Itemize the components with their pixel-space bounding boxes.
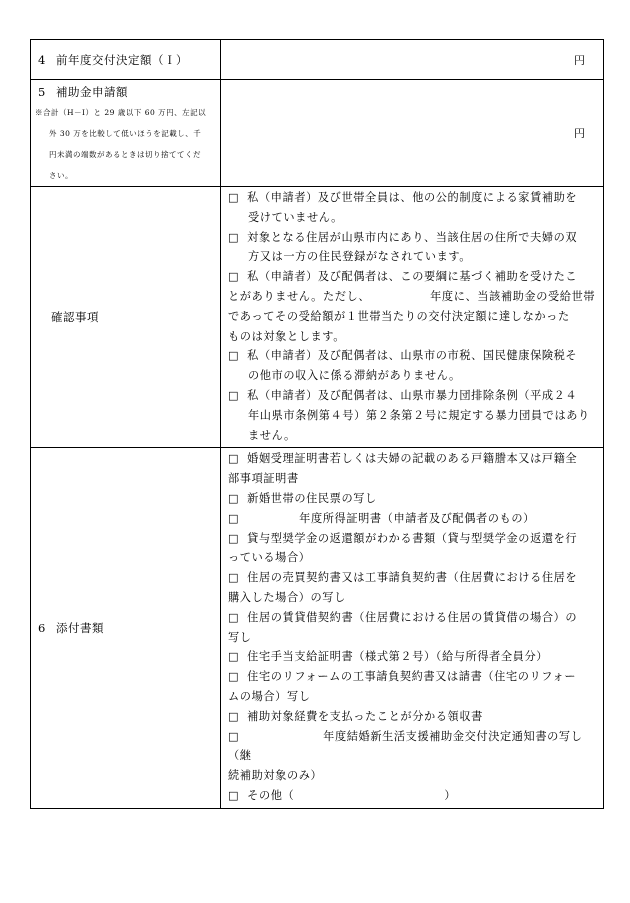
checkbox-icon[interactable]: □ xyxy=(228,531,240,545)
attachment-item-text: っている場合） xyxy=(228,551,311,565)
confirmation-item xyxy=(228,386,597,445)
checkbox-icon[interactable]: □ xyxy=(228,571,240,585)
attachment-item-text: 写し xyxy=(228,630,252,644)
confirmation-label: 確認事項 xyxy=(51,310,99,325)
application-note-line-1: ※合計（H－I）と 29 歳以下 60 万円、左記以 xyxy=(35,108,207,117)
attachment-item xyxy=(228,509,597,529)
attachment-item-text: 新婚世帯の住民票の写し xyxy=(247,491,377,505)
checkbox-icon[interactable]: □ xyxy=(228,650,240,664)
attachment-item xyxy=(228,568,597,608)
attachments-label: 添付書類 xyxy=(56,621,104,636)
confirmation-list xyxy=(221,187,603,447)
attachments-items-cell xyxy=(221,448,604,808)
attachment-item-text: 貸与型奨学金の返還額がわかる書類（貸与型奨学金の返還を行 xyxy=(247,531,578,545)
application-note xyxy=(35,102,220,186)
attachment-item-text: 補助対象経費を支払ったことが分かる領収書 xyxy=(247,709,483,723)
attachments-label-cell xyxy=(31,448,221,808)
attachment-item xyxy=(228,529,597,569)
attachment-item-text: 続補助対象のみ） xyxy=(228,769,323,783)
application-number: 5 xyxy=(38,85,46,99)
attachment-item xyxy=(228,707,597,727)
confirmation-item-text: 年度に、当該補助金の受給世帯 xyxy=(430,289,596,303)
attachment-item-text: ） xyxy=(444,788,457,802)
row-confirmation xyxy=(31,187,604,448)
row-application-amount xyxy=(31,80,604,187)
checkbox-icon[interactable]: □ xyxy=(228,729,240,743)
confirmation-item-text: 私（申請者）及び配偶者は、この要綱に基づく補助を受けたこ xyxy=(247,270,578,284)
attachment-item-text: 住居の賃貸借契約書（住居費における住居の賃貸借の場合）の xyxy=(247,610,578,624)
prev-decision-label-cell xyxy=(31,40,221,80)
confirmation-item-text: ません。 xyxy=(248,428,296,442)
confirmation-item xyxy=(228,267,597,346)
confirmation-item-text: とがありません。ただし、 xyxy=(228,289,371,303)
confirmation-items-cell xyxy=(221,187,604,448)
attachment-item-text: 住宅手当支給証明書（様式第２号）（給与所得者全員分） xyxy=(247,650,549,664)
attachment-item-text: 住宅のリフォームの工事請負契約書又は請書（住宅のリフォー xyxy=(247,670,577,684)
attachment-item-text: 年度所得証明書（申請者及び配偶者のもの） xyxy=(299,511,535,525)
checkbox-icon[interactable]: □ xyxy=(228,709,240,723)
row-attachments xyxy=(31,448,604,808)
application-form-table xyxy=(30,39,604,809)
application-note-line-3: 円未満の端数があるときは切り捨ててくだ xyxy=(49,150,201,159)
confirmation-item xyxy=(228,228,597,268)
row-prev-decision xyxy=(31,40,604,80)
prev-decision-amount-field[interactable] xyxy=(221,40,604,80)
confirmation-item xyxy=(228,346,597,386)
attachment-item xyxy=(228,667,597,707)
checkbox-icon[interactable]: □ xyxy=(228,610,240,624)
confirmation-item-text: 私（申請者）及び配偶者は、山県市の市税、国民健康保険税そ xyxy=(247,349,578,363)
attachment-item-text: 部事項証明書 xyxy=(228,472,299,486)
checkbox-icon[interactable]: □ xyxy=(228,388,240,402)
confirmation-item-text: 私（申請者）及び世帯全員は、他の公的制度による家賃補助を xyxy=(247,191,578,204)
confirmation-item-text: 受けていません。 xyxy=(248,210,343,224)
application-note-line-4: さい。 xyxy=(49,171,73,180)
attachment-item-text: 住居の売買契約書又は工事請負契約書（住居費における住居を xyxy=(247,571,578,585)
attachments-list xyxy=(221,448,603,807)
attachment-item-text: 婚姻受理証明書若しくは夫婦の記載のある戸籍謄本又は戸籍全 xyxy=(247,452,578,466)
checkbox-icon[interactable]: □ xyxy=(228,788,240,802)
confirmation-item-text: の他市の収入に係る滞納がありません。 xyxy=(248,369,461,383)
attachments-number: 6 xyxy=(38,621,46,636)
attachment-item xyxy=(228,489,597,509)
confirmation-item-text: 年山県市条例第４号）第２条第２号に規定する暴力団員ではあり xyxy=(248,408,590,422)
attachment-item xyxy=(228,608,597,648)
attachment-item xyxy=(228,449,597,489)
checkbox-icon[interactable]: □ xyxy=(228,452,240,466)
prev-decision-label: 前年度交付決定額（Ｉ） xyxy=(56,52,188,67)
attachment-item-text: ムの場合）写し xyxy=(228,689,311,703)
checkbox-icon[interactable]: □ xyxy=(228,270,240,284)
attachment-item-text: その他（ xyxy=(247,788,295,802)
attachment-item xyxy=(228,786,597,806)
confirmation-item-text: 私（申請者）及び配偶者は、山県市暴力団排除条例（平成２４ xyxy=(247,388,578,402)
application-label-cell xyxy=(31,80,221,187)
prev-decision-unit: 円 xyxy=(574,53,585,67)
confirmation-label-cell xyxy=(31,187,221,448)
attachment-item-text: 購入した場合）の写し xyxy=(228,590,346,604)
application-label: 補助金申請額 xyxy=(56,85,128,99)
confirmation-item-text: 対象となる住居が山県市内にあり、当該住居の住所で夫婦の双 xyxy=(247,230,578,244)
checkbox-icon[interactable]: □ xyxy=(228,491,240,505)
attachment-item xyxy=(228,727,597,786)
confirmation-item xyxy=(228,188,597,228)
confirmation-item-text: であってその受給額が１世帯当たりの交付決定額に達しなかった xyxy=(228,309,570,323)
attachment-item xyxy=(228,647,597,667)
application-amount-field[interactable] xyxy=(221,80,604,187)
attachment-item-text: 年度結婚新生活支援補助金交付決定通知書の写し（継 xyxy=(228,729,583,763)
application-note-line-2: 外 30 万を比較して低いほうを記載し、千 xyxy=(49,129,202,138)
checkbox-icon[interactable]: □ xyxy=(228,230,240,244)
application-unit: 円 xyxy=(574,127,585,140)
checkbox-icon[interactable]: □ xyxy=(228,670,240,684)
checkbox-icon[interactable]: □ xyxy=(228,349,240,363)
prev-decision-number: 4 xyxy=(38,52,46,67)
checkbox-icon[interactable]: □ xyxy=(228,191,240,204)
confirmation-item-text: ものは対象とします。 xyxy=(228,329,345,343)
confirmation-item-text: 方又は一方の住民登録がなされています。 xyxy=(248,250,472,264)
checkbox-icon[interactable]: □ xyxy=(228,511,240,525)
